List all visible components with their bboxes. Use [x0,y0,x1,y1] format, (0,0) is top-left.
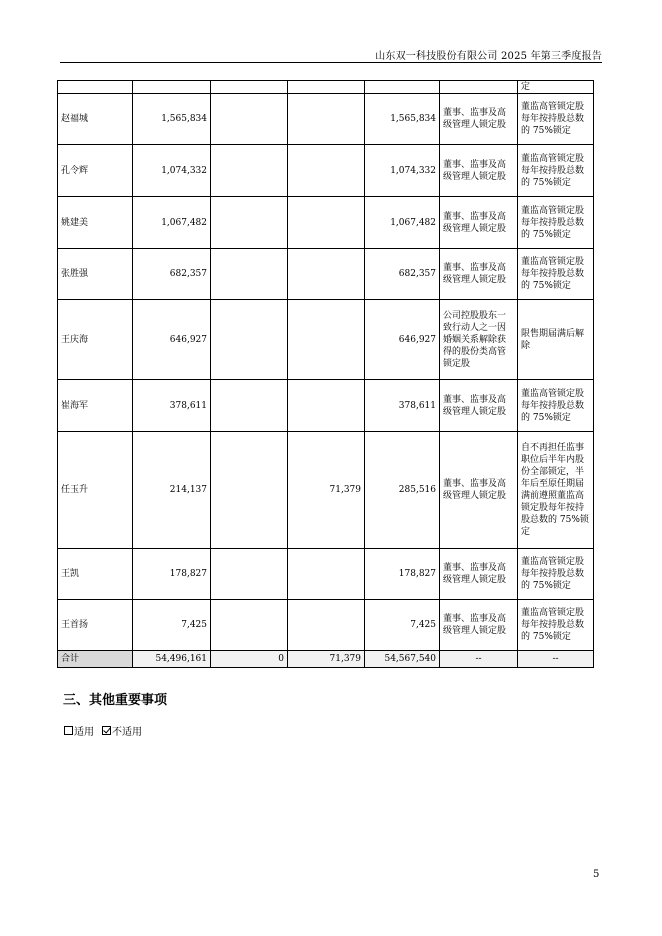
opening-restricted-cell: 682,357 [133,249,211,300]
restriction-reason-cell: 董事、监事及高级管理人锁定股 [440,94,518,145]
table-row-fragment [58,81,594,94]
closing-restricted-cell: 178,827 [365,549,440,600]
released-this-period-cell [211,94,288,145]
added-this-period-cell [288,145,365,197]
release-date-cell: 董监高管锁定股每年按持股总数的 75%锁定 [518,249,594,300]
applicability-options [64,723,142,738]
table-row [58,432,594,549]
holder-name-cell: 王庆海 [58,300,133,380]
table-row [58,249,594,300]
total-closing-cell: 54,567,540 [365,651,440,668]
restriction-reason-cell: 公司控股股东一致行动人之一因婚姻关系解除获得的股份类高管锁定股 [440,300,518,380]
table-cell-fragment: 定 [518,81,594,94]
added-this-period-cell [288,249,365,300]
restriction-reason-cell: 董事、监事及高级管理人锁定股 [440,249,518,300]
opening-restricted-cell: 214,137 [133,432,211,549]
opening-restricted-cell: 378,611 [133,380,211,432]
released-this-period-cell [211,145,288,197]
opening-restricted-cell: 646,927 [133,300,211,380]
restriction-reason-cell: 董事、监事及高级管理人锁定股 [440,197,518,249]
total-added-cell: 71,379 [288,651,365,668]
restriction-reason-cell: 董事、监事及高级管理人锁定股 [440,549,518,600]
restriction-reason-cell: 董事、监事及高级管理人锁定股 [440,380,518,432]
checked-box-icon [102,726,111,735]
added-this-period-cell [288,94,365,145]
closing-restricted-cell: 378,611 [365,380,440,432]
holder-name-cell: 王凯 [58,549,133,600]
release-date-cell: 董监高管锁定股每年按持股总数的 75%锁定 [518,197,594,249]
added-this-period-cell: 71,379 [288,432,365,549]
closing-restricted-cell: 7,425 [365,600,440,651]
closing-restricted-cell: 646,927 [365,300,440,380]
closing-restricted-cell: 1,067,482 [365,197,440,249]
opening-restricted-cell: 1,565,834 [133,94,211,145]
added-this-period-cell [288,300,365,380]
total-opening-cell: 54,496,161 [133,651,211,668]
holder-name-cell: 姚建美 [58,197,133,249]
added-this-period-cell [288,380,365,432]
release-date-cell: 董监高管锁定股每年按持股总数的 75%锁定 [518,380,594,432]
released-this-period-cell [211,380,288,432]
opening-restricted-cell: 1,074,332 [133,145,211,197]
release-date-cell: 自不再担任监事职位后半年内股份全部锁定，半年后至原任期届满前遵照董监高锁定股每年按持股总数的 75%锁定 [518,432,594,549]
table-row [58,197,594,249]
header-rule [60,62,602,63]
table-cell [440,81,518,94]
table-cell [365,81,440,94]
opening-restricted-cell: 7,425 [133,600,211,651]
opening-restricted-cell: 1,067,482 [133,197,211,249]
released-this-period-cell [211,432,288,549]
total-reason-cell: -- [440,651,518,668]
holder-name-cell: 孔令辉 [58,145,133,197]
option-applicable-label: 适用 [74,727,94,738]
total-release-date-cell: -- [518,651,594,668]
closing-restricted-cell: 285,516 [365,432,440,549]
total-released-cell: 0 [211,651,288,668]
table-row [58,300,594,380]
report-header-title: 山东双一科技股份有限公司 2025 年第三季度报告 [375,51,602,62]
holder-name-cell: 崔海军 [58,380,133,432]
released-this-period-cell [211,197,288,249]
holder-name-cell: 王首扬 [58,600,133,651]
restriction-reason-cell: 董事、监事及高级管理人锁定股 [440,600,518,651]
table-row [58,549,594,600]
opening-restricted-cell: 178,827 [133,549,211,600]
table-cell [288,81,365,94]
table-cell [58,81,133,94]
total-label-cell: 合计 [58,651,133,668]
released-this-period-cell [211,549,288,600]
table-body [58,81,594,668]
table-row [58,380,594,432]
section-heading: 三、其他重要事项 [63,693,168,708]
added-this-period-cell [288,549,365,600]
holder-name-cell: 任玉升 [58,432,133,549]
added-this-period-cell [288,600,365,651]
table-row-total [58,651,594,668]
table-row [58,94,594,145]
added-this-period-cell [288,197,365,249]
release-date-cell: 董监高管锁定股每年按持股总数的 75%锁定 [518,145,594,197]
released-this-period-cell [211,600,288,651]
restricted-shares-table [57,80,594,668]
restriction-reason-cell: 董事、监事及高级管理人锁定股 [440,432,518,549]
closing-restricted-cell: 682,357 [365,249,440,300]
closing-restricted-cell: 1,074,332 [365,145,440,197]
released-this-period-cell [211,300,288,380]
page-number: 5 [593,869,600,880]
table-row [58,600,594,651]
option-not-applicable-label: 不适用 [112,727,142,738]
table-cell [133,81,211,94]
holder-name-cell: 赵福城 [58,94,133,145]
release-date-cell: 董监高管锁定股每年按持股总数的 75%锁定 [518,94,594,145]
release-date-cell: 董监高管锁定股每年按持股总数的 75%锁定 [518,549,594,600]
closing-restricted-cell: 1,565,834 [365,94,440,145]
restriction-reason-cell: 董事、监事及高级管理人锁定股 [440,145,518,197]
released-this-period-cell [211,249,288,300]
unchecked-box-icon [64,726,73,735]
release-date-cell: 限售期届满后解除 [518,300,594,380]
table-row [58,145,594,197]
release-date-cell: 董监高管锁定股每年按持股总数的 75%锁定 [518,600,594,651]
holder-name-cell: 张胜强 [58,249,133,300]
table-cell [211,81,288,94]
